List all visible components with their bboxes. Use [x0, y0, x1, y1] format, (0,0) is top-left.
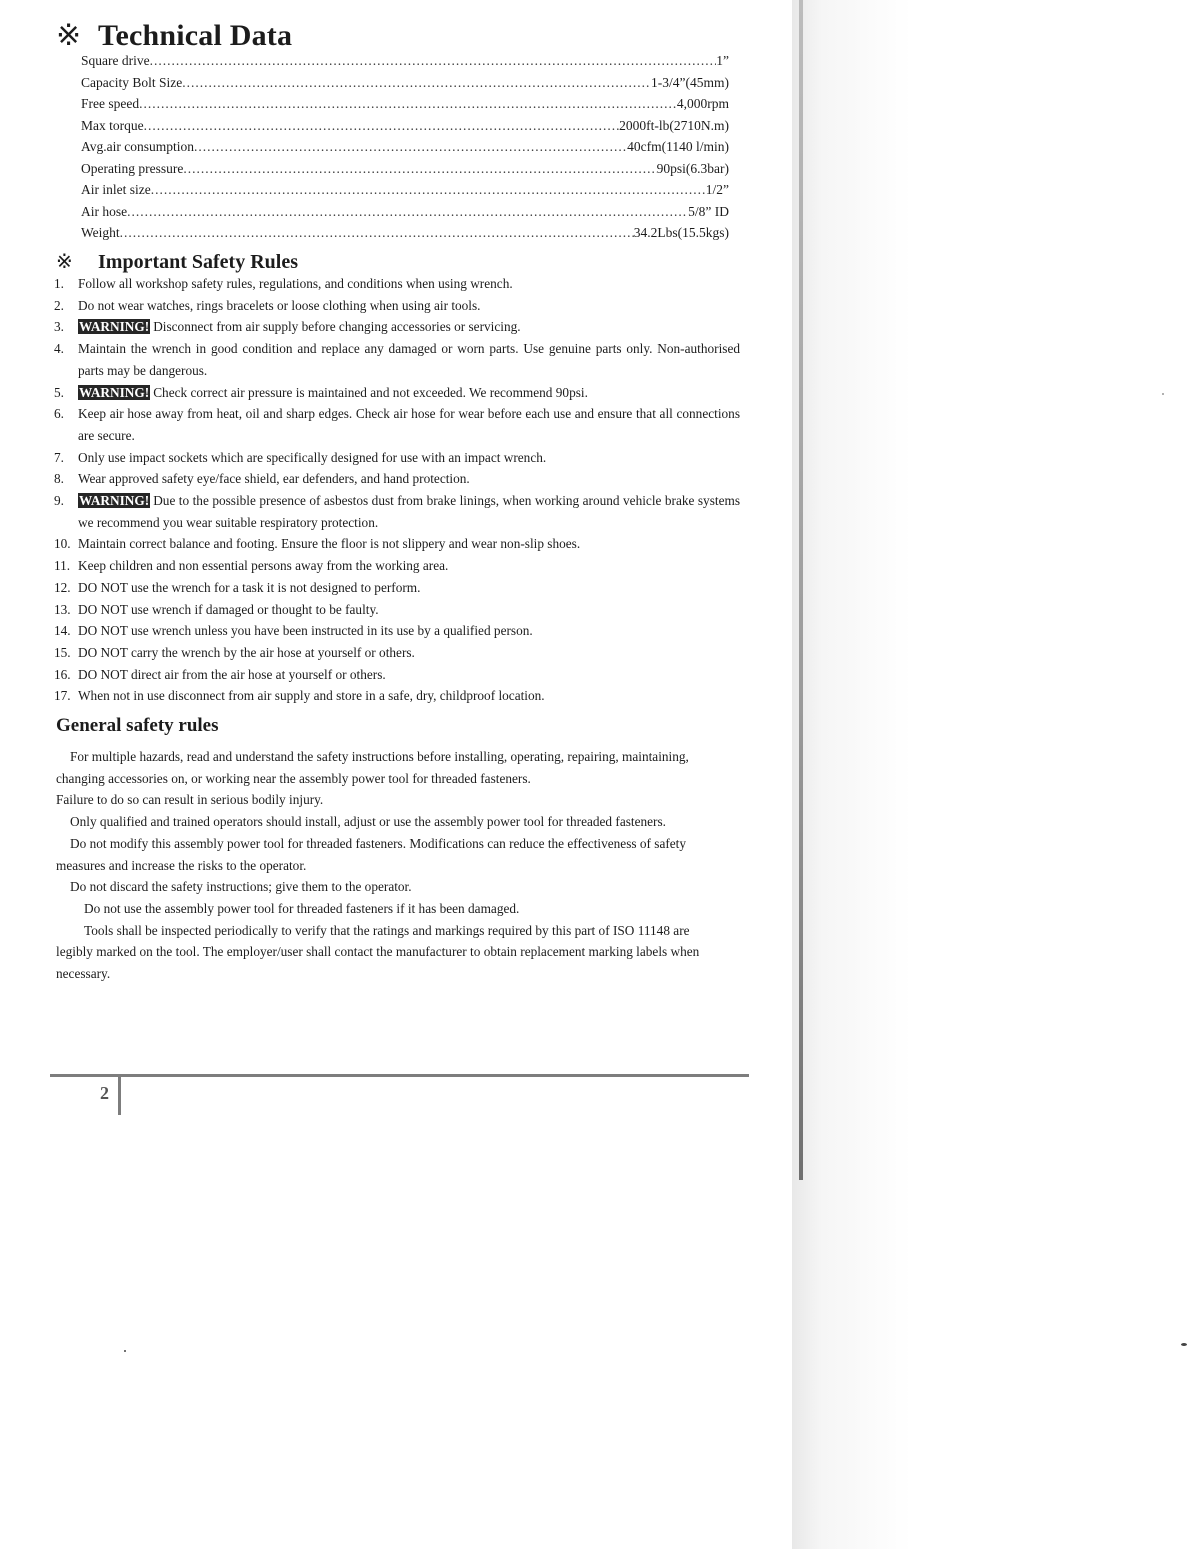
spec-value: 1” [716, 53, 729, 68]
dot-leader [127, 204, 688, 220]
spec-label: Square drive [81, 53, 150, 68]
dot-leader [144, 118, 620, 134]
spec-row [81, 118, 729, 140]
list-item [54, 447, 740, 469]
rule-text: Only use impact sockets which are specifically designed for use with an impact wrench. [78, 449, 547, 465]
spec-row [81, 139, 729, 161]
spec-list [81, 53, 729, 247]
rule-text: Check correct air pressure is maintained and not exceeded. We recommend 90psi. [153, 384, 588, 400]
rule-text: DO NOT use wrench unless you have been instructed in its use by a qualified person. [78, 623, 533, 639]
rule-text: Disconnect from air supply before changing accessories or servicing. [153, 319, 521, 335]
rule-text: Maintain the wrench in good condition and replace any damaged or worn parts. Use genuine parts only. Non-authorised parts may be dangerous. [78, 341, 740, 378]
warning-badge: WARNING! [79, 384, 150, 400]
safety-rules-title: Important Safety Rules [98, 251, 298, 273]
spec-label: Capacity Bolt Size [81, 74, 183, 90]
dot-leader [120, 225, 634, 241]
spec-row [81, 75, 729, 97]
list-item [54, 664, 740, 686]
list-item [54, 382, 740, 404]
rule-number: 7. [54, 449, 64, 465]
rule-number: 9. [54, 493, 64, 509]
spec-row [81, 182, 729, 204]
list-item [54, 620, 740, 642]
list-item [54, 468, 740, 490]
page-fold-line [799, 0, 803, 1180]
rule-number: 16. [54, 666, 71, 682]
rule-number: 8. [54, 471, 64, 487]
spec-label: Operating pressure [81, 160, 184, 176]
paragraph: Failure to do so can result in serious bodily injury. [56, 792, 324, 808]
warning-badge: WARNING! [79, 319, 150, 335]
spec-value: 5/8” ID [688, 203, 729, 219]
safety-rules-list [54, 273, 740, 707]
list-item [54, 555, 740, 577]
paragraph: For multiple hazards, read and understand the safety instructions before installing, operating, repairing, maintaining, changing accessories on, or working near the assembly power tool for threaded fasteners. [56, 749, 689, 786]
rule-number: 11. [54, 558, 71, 574]
warning-badge: WARNING! [79, 493, 150, 509]
rule-number: 4. [54, 341, 64, 357]
paragraph: Only qualified and trained operators should install, adjust or use the assembly power tool for threaded fasteners. [70, 814, 666, 830]
rule-number: 12. [54, 579, 71, 595]
spec-row [81, 161, 729, 183]
scan-shadow [792, 0, 1189, 1549]
paragraph: Do not use the assembly power tool for threaded fasteners if it has been damaged. [84, 900, 520, 916]
rule-number: 10. [54, 536, 71, 552]
spec-row [81, 53, 729, 75]
safety-rules-heading [56, 249, 298, 274]
list-item [54, 685, 740, 707]
list-item [54, 403, 740, 446]
dot-leader [139, 96, 677, 112]
rule-text: Wear approved safety eye/face shield, ear defenders, and hand protection. [78, 471, 470, 487]
general-safety-body [56, 746, 728, 985]
reference-mark-icon: ※ [56, 251, 73, 273]
spec-value: 1-3/4”(45mm) [651, 74, 729, 90]
dot-leader [194, 139, 627, 155]
scan-speck [124, 1350, 126, 1352]
spec-label: Free speed [81, 96, 140, 111]
rule-text: Maintain correct balance and footing. Ensure the floor is not slippery and wear non-slip shoes. [78, 536, 581, 552]
spec-value: 1/2” [705, 182, 729, 197]
paragraph: Do not discard the safety instructions; give them to the operator. [70, 879, 412, 895]
spec-value: 90psi(6.3bar) [656, 160, 729, 176]
rule-text: DO NOT use the wrench for a task it is not designed to perform. [78, 579, 421, 595]
rule-number: 13. [54, 601, 71, 617]
rule-number: 2. [54, 297, 64, 313]
dot-leader [182, 75, 651, 91]
paragraph: Tools shall be inspected periodically to verify that the ratings and markings required by this part of ISO 11148 are legibly marked on the tool. The employer/user shall contact the manufacturer to obtain replacement marking labels when necessary. [56, 922, 700, 982]
footer-rule [50, 1074, 749, 1077]
reference-mark-icon: ※ [56, 19, 82, 52]
rule-number: 15. [54, 644, 71, 660]
dot-leader [151, 182, 706, 198]
spec-value: 2000ft-lb(2710N.m) [619, 117, 729, 133]
rule-text: Due to the possible presence of asbestos dust from brake linings, when working around vehicle brake systems we recommend you wear suitable respiratory protection. [78, 493, 740, 530]
footer-divider [118, 1077, 121, 1115]
spec-label: Weight [81, 225, 120, 240]
page-number: 2 [100, 1083, 109, 1103]
rule-text: When not in use disconnect from air supply and store in a safe, dry, childproof location. [78, 688, 545, 704]
list-item [54, 577, 740, 599]
dot-leader [183, 161, 656, 177]
rule-number: 14. [54, 623, 71, 639]
spec-value: 40cfm(1140 l/min) [627, 139, 729, 154]
technical-data-heading [56, 18, 292, 53]
dot-leader [150, 53, 717, 69]
list-item [54, 599, 740, 621]
spec-value: 34.2Lbs(15.5kgs) [633, 225, 729, 240]
general-safety-heading: General safety rules [56, 715, 219, 736]
rule-text: Keep children and non essential persons away from the working area. [78, 558, 449, 574]
list-item [54, 642, 740, 664]
rule-text: Follow all workshop safety rules, regulations, and conditions when using wrench. [78, 276, 513, 291]
rule-number: 1. [54, 276, 64, 291]
list-item [54, 338, 740, 381]
rule-number: 17. [54, 688, 71, 704]
spec-row [81, 96, 729, 118]
list-item [54, 295, 740, 317]
list-item [54, 316, 740, 338]
scan-speck [1181, 1343, 1187, 1346]
rule-text: DO NOT direct air from the air hose at yourself or others. [78, 666, 386, 682]
rule-number: 3. [54, 319, 64, 335]
list-item [54, 490, 740, 533]
rule-text: Keep air hose away from heat, oil and sharp edges. Check air hose for wear before each use and ensure that all connections are secure. [78, 406, 740, 443]
rule-number: 6. [54, 406, 64, 422]
paragraph: Do not modify this assembly power tool for threaded fasteners. Modifications can reduce the effectiveness of safety measures and increase the risks to the operator. [56, 835, 687, 873]
spec-label: Max torque [81, 117, 144, 133]
spec-label: Avg.air consumption [81, 139, 194, 154]
spec-value: 4,000rpm [676, 96, 729, 111]
list-item [54, 533, 740, 555]
rule-number: 5. [54, 384, 64, 400]
rule-text: Do not wear watches, rings bracelets or loose clothing when using air tools. [78, 297, 481, 313]
spec-label: Air hose [81, 203, 128, 219]
spec-label: Air inlet size [81, 182, 151, 197]
list-item [54, 273, 740, 295]
technical-data-title: Technical Data [98, 19, 293, 52]
rule-text: DO NOT carry the wrench by the air hose at yourself or others. [78, 644, 415, 660]
spec-row [81, 225, 729, 247]
spec-row [81, 204, 729, 226]
rule-text: DO NOT use wrench if damaged or thought to be faulty. [78, 601, 379, 617]
scan-speck [1162, 393, 1164, 395]
